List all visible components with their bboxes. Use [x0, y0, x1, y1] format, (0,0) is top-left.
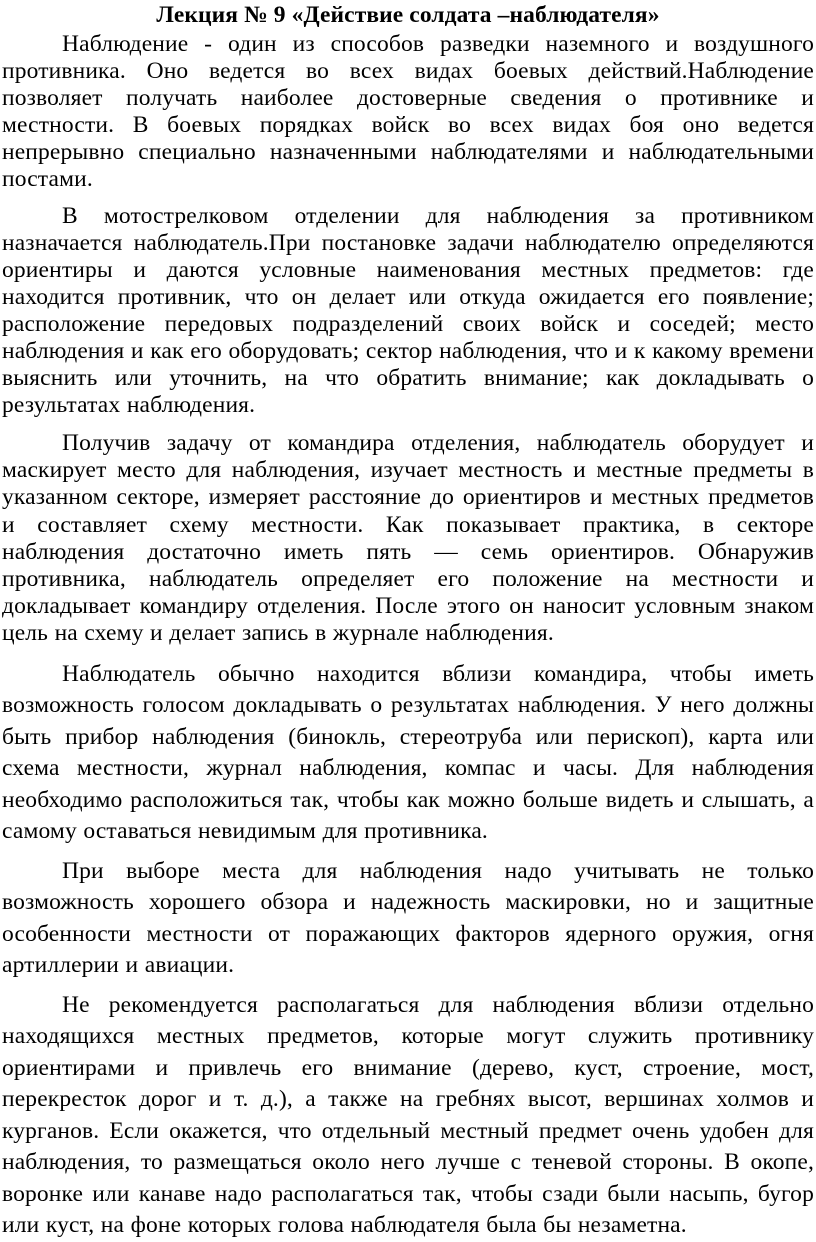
paragraph-place-selection: При выборе места для наблюдения надо учитывать не только возможность хорошего обзора и надежность маскировки, но и защитные особенности местности от поражающих факторов ядерного оружия, огня артиллерии и авиации. [2, 857, 814, 979]
paragraph-placement-recommendations: Не рекомендуется располагаться для наблюдения вблизи отдельно находящихся местных предметов, которые могут служить противнику ориентирами и привлечь его внимание (дерево, куст, строение, мост, перекресток дорог и т. д.), а также на гребнях высот, вершинах холмов и курганов. Если окажется, что отдельный местный предмет очень удобен для наблюдения, то размещаться около него лучше с теневой стороны. В окопе, воронке или канаве надо располагаться так, чтобы сзади были насыпь, бугор или куст, на фоне которых голова наблюдателя была бы незаметна. [2, 991, 814, 1239]
paragraph-observation-definition: Наблюдение - один из способов разведки наземного и воздушного противника. Оно ведется во всех видах боевых действий.Наблюдение позволяет получать наиболее достоверные сведения о противнике и местности. В боевых порядках войск во всех видах боя оно ведется непрерывно специально назначенными наблюдателями и наблюдательными постами. [2, 31, 814, 192]
paragraph-observer-equipment: Наблюдатель обычно находится вблизи командира, чтобы иметь возможность голосом докладывать о результатах наблюдения. У него должны быть прибор наблюдения (бинокль, стереотруба или перископ), карта или схема местности, журнал наблюдения, компас и часы. Для наблюдения необходимо расположиться так, чтобы как можно больше видеть и слышать, а самому оставаться невидимым для противника. [2, 660, 814, 845]
document-page [0, 2, 816, 1242]
paragraph-observer-assignment: В мотострелковом отделении для наблюдения за противником назначается наблюдатель.При постановке задачи наблюдателю определяются ориентиры и даются условные наименования местных предметов: где находится противник, что он делает или откуда ожидается его появление; расположение передовых подразделений своих войск и соседей; место наблюдения и как его оборудовать; сектор наблюдения, что и к какому времени выяснить или уточнить, на что обратить внимание; как докладывать о результатах наблюдения. [2, 203, 814, 418]
paragraph-observer-actions: Получив задачу от командира отделения, наблюдатель оборудует и маскирует место для наблюдения, изучает местность и местные предметы в указанном секторе, измеряет расстояние до ориентиров и местных предметов и составляет схему местности. Как показывает практика, в секторе наблюдения достаточно иметь пять — семь ориентиров. Обнаружив противника, наблюдатель определяет его положение на местности и докладывает командиру отделения. После этого он наносит условным знаком цель на схему и делает запись в журнале наблюдения. [2, 430, 814, 647]
lecture-title: Лекция № 9 «Действие солдата –наблюдателя» [156, 2, 660, 28]
